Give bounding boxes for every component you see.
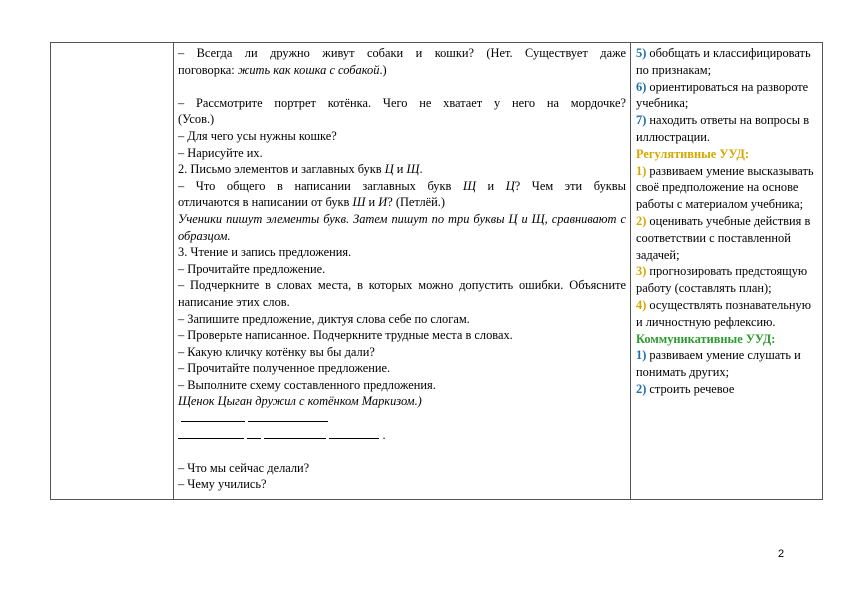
uud-item: 7) находить ответы на вопросы в иллюстрации. — [636, 113, 810, 144]
section-heading: 3. Чтение и запись предложения. — [178, 245, 352, 260]
text-line: – Прочитайте предложение. — [178, 261, 326, 276]
uud-item: 4) осуществлять познавательную и личностную рефлексию. — [636, 297, 812, 329]
stage-column — [51, 43, 174, 499]
text-line: – Проверьте написанное. Подчеркните трудные места в словах. — [178, 328, 513, 343]
uud-item: 5) обобщать и классифицировать по признакам; — [636, 46, 811, 77]
scheme-blank — [247, 427, 261, 439]
scheme-blank — [178, 427, 244, 439]
scheme-blank — [329, 427, 379, 439]
scheme-blank — [181, 410, 245, 422]
page-number: 2 — [778, 548, 785, 560]
scheme-blank — [264, 427, 326, 439]
section-heading: 2. Письмо элементов и заглавных букв Ц и Щ. — [178, 162, 423, 177]
uud-column — [632, 43, 822, 499]
uud-item: 2) строить речевое — [636, 381, 735, 396]
text-line: – Что общего в написании заглавных букв Щ и Ц? Чем эти буквы — [178, 178, 626, 193]
scheme-blank — [248, 410, 328, 422]
text-line: – Запишите предложение, диктуя слова себе по слогам. — [178, 311, 470, 326]
uud-item: 1) развиваем умение слушать и понимать других; — [636, 348, 801, 380]
uud-item: 1) развиваем умение высказывать своё предположение на основе работы с материалом учебника; — [636, 163, 814, 212]
text-line: – Чему учились? — [178, 477, 267, 492]
text-line: – Какую кличку котёнку вы бы дали? — [178, 344, 375, 359]
text-line: – Выполните схему составленного предложения. — [178, 377, 436, 392]
uud-item: 2) оценивать учебные действия в соответствии с поставленной задачей; — [636, 213, 811, 262]
text-line: поговорка: жить как кошка с собакой.) — [178, 62, 387, 77]
uud-item: 3) прогнозировать предстоящую работу (составлять план); — [636, 264, 808, 296]
student-activity-note: Ученики пишут элементы букв. Затем пишут по три буквы Ц и Щ, сравнивают с образцом. — [178, 211, 626, 243]
text-line: – Прочитайте полученное предложение. — [178, 361, 391, 376]
uud-item: 6) ориентироваться на развороте учебника; — [636, 79, 809, 111]
text-line: – Подчеркните в словах места, в которых можно допустить ошибки. Объясните написание этих слов. — [178, 278, 626, 309]
text-line: – Рассмотрите портрет котёнка. Чего не хватает у него на мордочке? — [178, 95, 626, 110]
text-line: – Всегда ли дружно живут собаки и кошки? (Нет. Существует даже — [178, 46, 626, 60]
example-sentence: Щенок Цыган дружил с котёнком Маркизом.) — [178, 394, 422, 409]
communicative-uud-heading: Коммуникативные УУД: — [636, 331, 776, 346]
sentence-scheme-line-1 — [178, 410, 626, 427]
text-line: отличаются в написании от букв Ш и И? (Петлёй.) — [178, 195, 446, 210]
teacher-activity-column — [175, 43, 631, 499]
text-line: – Нарисуйте их. — [178, 145, 263, 160]
sentence-scheme-line-2: . — [178, 427, 626, 444]
regulative-uud-heading: Регулятивные УУД: — [636, 146, 749, 161]
lesson-table — [50, 42, 823, 500]
text-line: – Что мы сейчас делали? — [178, 460, 310, 475]
text-line: (Усов.) — [178, 112, 215, 127]
text-line: – Для чего усы нужны кошке? — [178, 128, 337, 143]
